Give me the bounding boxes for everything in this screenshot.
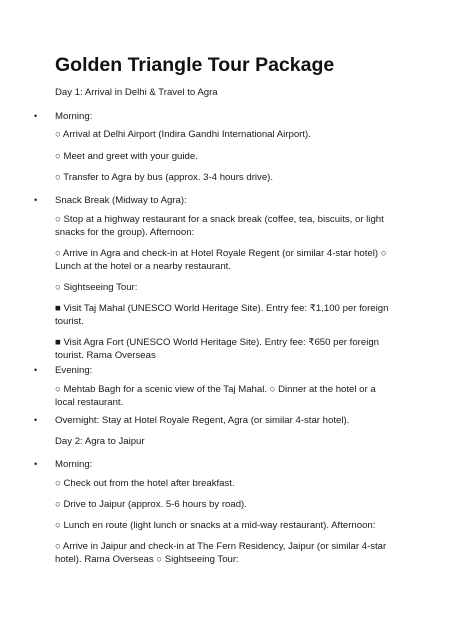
- bullet-marker: •: [34, 415, 38, 425]
- list-item: Evening:: [55, 365, 93, 376]
- sub-item: ○ Transfer to Agra by bus (approx. 3-4 hours drive).: [55, 172, 274, 183]
- sub-item: ○ Meet and greet with your guide.: [55, 151, 198, 162]
- bullet-marker: •: [34, 195, 38, 205]
- sub-item: ○ Lunch en route (light lunch or snacks at a mid-way restaurant). Afternoon:: [55, 520, 376, 531]
- day-heading: Day 2: Agra to Jaipur: [55, 436, 145, 447]
- bullet-marker: •: [34, 111, 38, 121]
- sub-item: ○ Arrival at Delhi Airport (Indira Gandhi International Airport).: [55, 129, 311, 140]
- sub-item: ■ Visit Taj Mahal (UNESCO World Heritage Site). Entry fee: ₹1,100 per foreign tourist.: [55, 303, 389, 327]
- bullet-marker: •: [34, 459, 38, 469]
- document-title: Golden Triangle Tour Package: [55, 54, 335, 76]
- sub-item: ■ Visit Agra Fort (UNESCO World Heritage Site). Entry fee: ₹650 per foreign tourist. Rama Overseas: [55, 337, 379, 361]
- list-item: Morning:: [55, 111, 93, 122]
- sub-item: ○ Arrive in Agra and check-in at Hotel Royale Regent (or similar 4-star hotel) ○ Lunch at the hotel or a nearby restaurant.: [55, 248, 387, 272]
- list-item: Snack Break (Midway to Agra):: [55, 195, 187, 206]
- list-item: Overnight: Stay at Hotel Royale Regent, Agra (or similar 4-star hotel).: [55, 415, 350, 426]
- sub-item: ○ Sightseeing Tour:: [55, 282, 138, 293]
- sub-item: ○ Arrive in Jaipur and check-in at The Fern Residency, Jaipur (or similar 4-star hotel). Rama Overseas ○ Sightseeing Tour:: [55, 541, 387, 565]
- sub-item: ○ Mehtab Bagh for a scenic view of the Taj Mahal. ○ Dinner at the hotel or a local restaurant.: [55, 384, 376, 408]
- sub-item: ○ Drive to Jaipur (approx. 5-6 hours by road).: [55, 499, 247, 510]
- sub-item: ○ Stop at a highway restaurant for a snack break (coffee, tea, biscuits, or light snacks for the group). Afternoon:: [55, 214, 384, 238]
- list-item: Morning:: [55, 459, 93, 470]
- sub-item: ○ Check out from the hotel after breakfast.: [55, 478, 235, 489]
- bullet-marker: •: [34, 365, 38, 375]
- day-heading: Day 1: Arrival in Delhi & Travel to Agra: [55, 87, 218, 98]
